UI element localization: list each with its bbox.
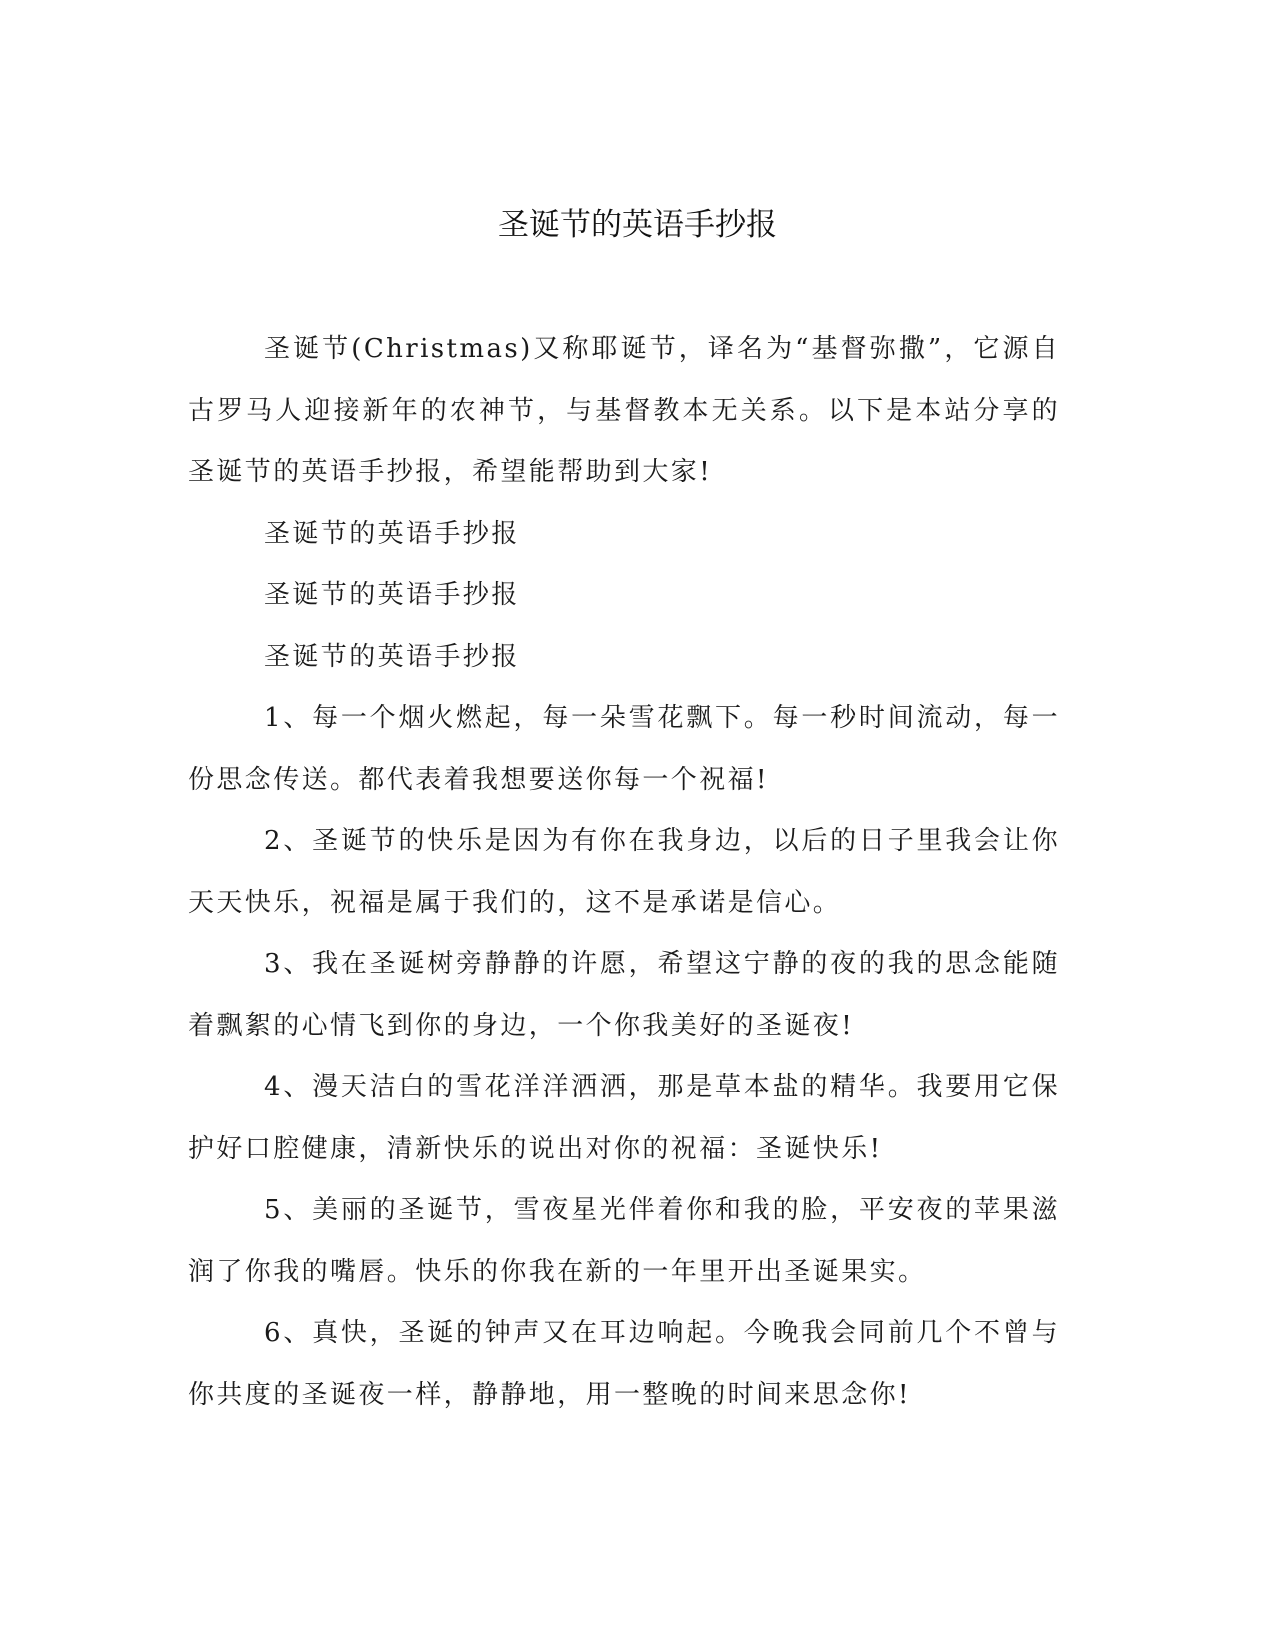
- wish-item-3: 3、我在圣诞树旁静静的许愿，希望这宁静的夜的我的思念能随着飘絮的心情飞到你的身边，一个你我美好的圣诞夜!: [188, 949, 1060, 1041]
- subheading-2: 圣诞节的英语手抄报: [264, 580, 520, 610]
- wish-item-2: 2、圣诞节的快乐是因为有你在我身边，以后的日子里我会让你天天快乐，祝福是属于我们的，这不是承诺是信心。: [188, 826, 1060, 918]
- intro-paragraph: 圣诞节(Christmas)又称耶诞节，译名为“基督弥撒”，它源自古罗马人迎接新年的农神节，与基督教本无关系。以下是本站分享的圣诞节的英语手抄报，希望能帮助到大家!: [188, 334, 1060, 487]
- subheading-1: 圣诞节的英语手抄报: [264, 518, 520, 549]
- subheading-3: 圣诞节的英语手抄报: [264, 641, 520, 672]
- wish-item-4: 4、漫天洁白的雪花洋洋洒洒，那是草本盐的精华。我要用它保护好口腔健康，清新快乐的说出对你的祝福：圣诞快乐!: [188, 1072, 1060, 1164]
- wish-item-6: 6、真快，圣诞的钟声又在耳边响起。今晚我会同前几个不曾与你共度的圣诞夜一样，静静地，用一整晚的时间来思念你!: [188, 1318, 1060, 1410]
- wish-item-5: 5、美丽的圣诞节，雪夜星光伴着你和我的脸，平安夜的苹果滋润了你我的嘴唇。快乐的你我在新的一年里开出圣诞果实。: [188, 1195, 1060, 1287]
- document-body: [188, 319, 1060, 1426]
- document-title: 圣诞节的英语手抄报: [498, 207, 777, 243]
- wish-item-1: 1、每一个烟火燃起，每一朵雪花飘下。每一秒时间流动，每一份思念传送。都代表着我想要送你每一个祝福!: [188, 703, 1060, 795]
